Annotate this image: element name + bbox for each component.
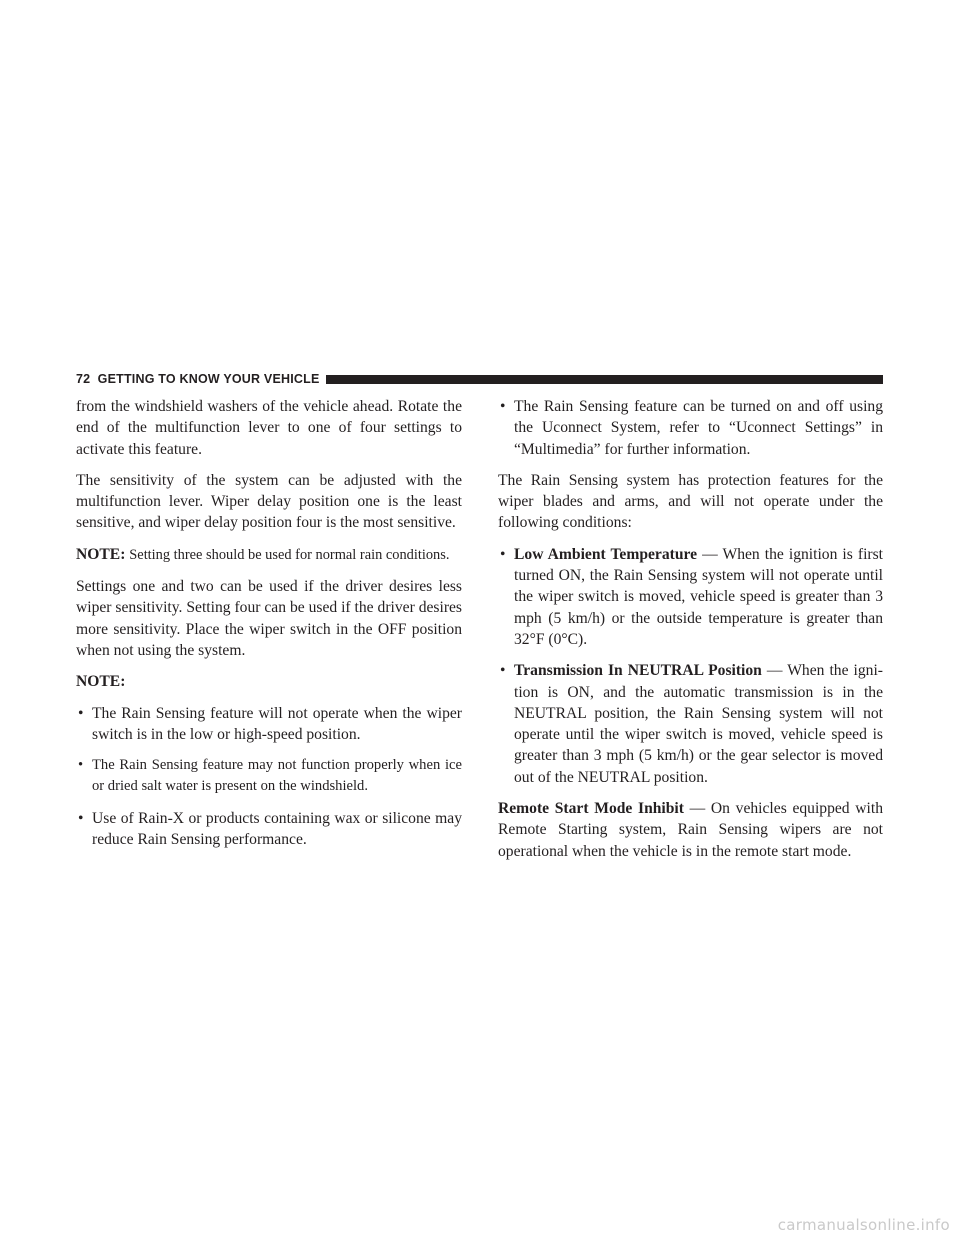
page-number: 72: [76, 372, 91, 386]
condition-text: — When the ignition is first turned ON, the Rain Sensing system will not operate until the wiper switch is moved, vehicle speed is greater than 3 mph (5 km/h) or the outside temperature is greater than 32°F (0°C).: [514, 545, 883, 648]
bullet-icon: •: [500, 398, 506, 415]
watermark: carmanualsonline.info: [777, 1216, 950, 1234]
bullet-icon: •: [78, 809, 84, 827]
list-item: [76, 755, 462, 798]
left-column: [76, 396, 462, 860]
list-item: [498, 396, 883, 460]
paragraph-protection: The Rain Sensing system has protection features for the wiper blades and arms, and will not operate under the following conditions:: [498, 471, 883, 532]
uconnect-bullet-list: [498, 396, 883, 460]
page-header-text: [76, 372, 320, 386]
condition-term: Low Ambient Temperature: [514, 545, 698, 563]
page-header: [76, 371, 883, 387]
section-title: GETTING TO KNOW YOUR VEHICLE: [97, 372, 320, 386]
paragraph-sensitivity: The sensitivity of the system can be adjusted with the multifunction lever. Wiper delay position one is the least sensitive, and wiper delay position four is the most sensitive.: [76, 471, 462, 532]
note-setting-three: [76, 544, 462, 566]
list-item-text: The Rain Sensing feature can be turned on and off using the Uconnect System, refer to “Uconnect Settings” in “Multimedia” for further information.: [514, 398, 883, 458]
list-item-text: Use of Rain-X or products containing wax or silicone may reduce Rain Sensing performance.: [92, 809, 462, 849]
bullet-icon: •: [78, 704, 84, 722]
bullet-icon: •: [500, 662, 506, 680]
condition-item: [498, 544, 883, 650]
note-heading: NOTE:: [76, 673, 126, 691]
header-rule: [326, 375, 884, 384]
list-item-text: The Rain Sensing feature will not operate when the wiper switch is in the low or high-speed position.: [92, 704, 462, 743]
condition-text: — When the ignition is ON, and the automatic transmission is in the NEUTRAL position, the Rain Sensing system will not operate until the wiper switch is moved, vehicle speed is greater than 3 mph (5 km/h) or the gear selector is moved out of the NEUTRAL position.: [514, 662, 883, 786]
remote-start-text: — On vehicles equipped with Remote Starting system, Rain Sensing wipers are not operational when the vehicle is in the remote start mode.: [498, 800, 884, 860]
list-item: [76, 703, 462, 746]
bullet-icon: •: [78, 757, 84, 774]
note-label: NOTE:: [76, 545, 126, 563]
list-item: [76, 808, 462, 851]
paragraph-remote-start: [498, 798, 883, 862]
condition-term: Transmission In NEUTRAL Position: [514, 662, 762, 680]
remote-start-term: Remote Start Mode Inhibit: [498, 800, 684, 818]
condition-item: [498, 660, 883, 788]
note-body: Setting three should be used for normal rain conditions.: [129, 546, 450, 563]
right-column: [498, 396, 883, 872]
paragraph-settings: Settings one and two can be used if the driver desires less wiper sensitivity. Setting four can be used if the driver desires more sensitivity. Place the wiper switch in the OFF position when not using the system.: [76, 578, 462, 659]
conditions-list: [498, 544, 883, 788]
list-item-text: The Rain Sensing feature may not function properly when ice or dried salt water is present on the windshield.: [92, 757, 462, 795]
bullet-icon: •: [500, 545, 506, 563]
note-bullet-list: [76, 703, 462, 851]
paragraph-washers: from the windshield washers of the vehicle ahead. Rotate the end of the multifunction lever to one of four settings to activate this feature.: [76, 398, 462, 458]
